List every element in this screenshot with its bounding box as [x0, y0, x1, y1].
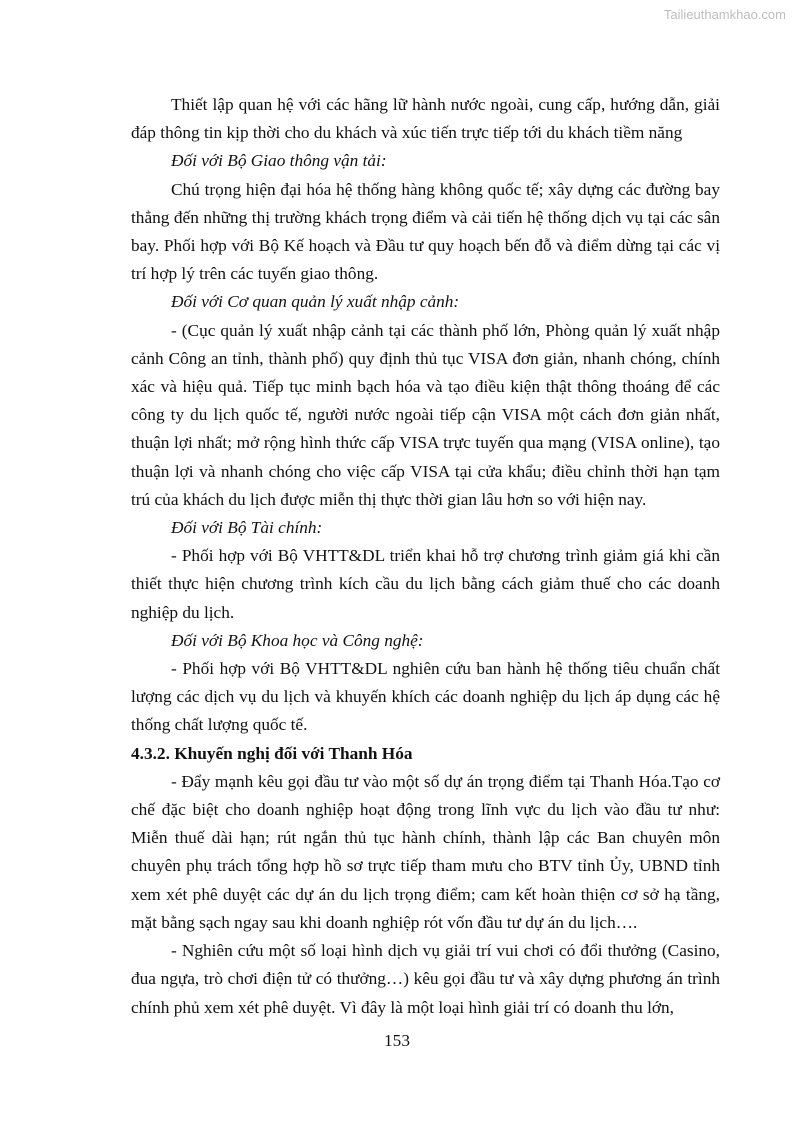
paragraph: - Phối hợp với Bộ VHTT&DL nghiên cứu ban hành hệ thống tiêu chuẩn chất lượng các dịch vụ du lịch và khuyến khích các doanh nghiệp du lịch áp dụng các hệ thống chất lượng quốc tế. — [131, 659, 720, 735]
page-number: 153 — [384, 1031, 410, 1050]
paragraph: - Nghiên cứu một số loại hình dịch vụ giải trí vui chơi có đổi thưởng (Casino, đua ngựa, trò chơi điện tử có thưởng…) kêu gọi đầu tư và xây dựng phương án trình chính phủ xem xét phê duyệt. Vì đây là một loại hình giải trí có doanh thu lớn, — [131, 941, 720, 1017]
section-heading: 4.3.2. Khuyến nghị đối với Thanh Hóa — [131, 743, 413, 763]
watermark-text: Tailieuthamkhao.com — [663, 7, 786, 22]
document-body — [131, 91, 720, 1022]
paragraph: Chú trọng hiện đại hóa hệ thống hàng không quốc tế; xây dựng các đường bay thẳng đến những thị trường khách trọng điểm và cải tiến hệ thống dịch vụ tại các sân bay. Phối hợp với Bộ Kế hoạch và Đầu tư quy hoạch bến đỗ và điểm dừng tại các vị trí hợp lý trên các tuyến giao thông. — [131, 179, 720, 284]
subheading-immigration: Đối với Cơ quan quản lý xuất nhập cảnh: — [171, 292, 460, 312]
paragraph: - Đẩy mạnh kêu gọi đầu tư vào một số dự án trọng điểm tại Thanh Hóa.Tạo cơ chế đặc biệt cho doanh nghiệp hoạt động trong lĩnh vực du lịch vào đầu tư như: Miễn thuế dài hạn; rút ngắn thủ tục hành chính, thành lập các Ban chuyên môn chuyên phụ trách tổng hợp hồ sơ trực tiếp tham mưu cho BTV tỉnh Ủy, UBND tỉnh xem xét phê duyệt các dự án du lịch trọng điểm; cam kết hoàn thiện cơ sở hạ tầng, mặt bằng sạch ngay sau khi doanh nghiệp rót vốn đầu tư dự án du lịch…. — [131, 771, 720, 932]
paragraph: - (Cục quản lý xuất nhập cảnh tại các thành phố lớn, Phòng quản lý xuất nhập cảnh Công an tỉnh, thành phố) quy định thủ tục VISA đơn giản, nhanh chóng, chính xác và hiệu quả. Tiếp tục minh bạch hóa và tạo điều kiện thật thông thoáng để các công ty du lịch quốc tế, người nước ngoài tiếp cận VISA một cách đơn giản nhất, thuận lợi nhất; mở rộng hình thức cấp VISA trực tuyến qua mạng (VISA online), tạo thuận lợi và nhanh chóng cho việc cấp VISA tại cửa khẩu; điều chỉnh thời hạn tạm trú của khách du lịch được miễn thị thực thời gian lâu hơn so với hiện nay. — [131, 320, 720, 509]
paragraph: - Phối hợp với Bộ VHTT&DL triển khai hỗ trợ chương trình giảm giá khi cần thiết thực hiện chương trình kích cầu du lịch bằng cách giảm thuế cho các doanh nghiệp du lịch. — [131, 546, 720, 622]
subheading-finance: Đối với Bộ Tài chính: — [171, 518, 323, 538]
subheading-science: Đối với Bộ Khoa học và Công nghệ: — [171, 630, 424, 650]
subheading-transport: Đối với Bộ Giao thông vận tải: — [171, 151, 387, 171]
paragraph: Thiết lập quan hệ với các hãng lữ hành nước ngoài, cung cấp, hướng dẫn, giải đáp thông tin kịp thời cho du khách và xúc tiến trực tiếp tới du khách tiềm năng — [131, 95, 720, 143]
